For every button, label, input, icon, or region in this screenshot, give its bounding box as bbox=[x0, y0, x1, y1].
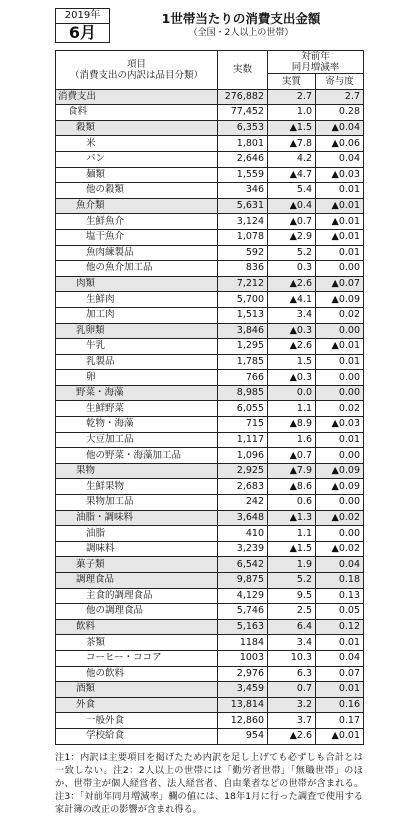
row-contribution: ▲0.02 bbox=[316, 541, 364, 557]
row-actual-value: 13,814 bbox=[218, 697, 268, 713]
row-contribution: ▲0.06 bbox=[316, 136, 364, 152]
row-contribution: 0.00 bbox=[316, 526, 364, 542]
table-row bbox=[56, 276, 364, 292]
row-contribution: 0.04 bbox=[316, 151, 364, 167]
row-real-change: ▲2.6 bbox=[268, 276, 316, 292]
row-item-name: 調理食品 bbox=[56, 573, 218, 589]
row-real-change: 3.4 bbox=[268, 635, 316, 651]
row-contribution: ▲0.07 bbox=[316, 276, 364, 292]
table-row bbox=[56, 604, 364, 620]
row-contribution: 0.02 bbox=[316, 401, 364, 417]
row-real-change: 1.0 bbox=[268, 105, 316, 121]
row-real-change: 1.9 bbox=[268, 557, 316, 573]
row-contribution: 0.28 bbox=[316, 105, 364, 121]
row-item-name: 乳卵類 bbox=[56, 323, 218, 339]
row-contribution: 0.00 bbox=[316, 495, 364, 511]
row-contribution: ▲0.03 bbox=[316, 167, 364, 183]
row-real-change: 2.5 bbox=[268, 604, 316, 620]
row-contribution: 0.00 bbox=[316, 448, 364, 464]
row-actual-value: 1,096 bbox=[218, 448, 268, 464]
table-row bbox=[56, 526, 364, 542]
row-item-name: 他の野菜・海藻加工品 bbox=[56, 448, 218, 464]
row-contribution: 0.01 bbox=[316, 682, 364, 698]
row-contribution: 0.13 bbox=[316, 588, 364, 604]
row-item-name: 食料 bbox=[56, 105, 218, 121]
row-contribution: 0.04 bbox=[316, 650, 364, 666]
row-real-change: ▲0.7 bbox=[268, 448, 316, 464]
period-box bbox=[55, 8, 110, 43]
table-row bbox=[56, 713, 364, 729]
row-actual-value: 5,163 bbox=[218, 619, 268, 635]
table-row bbox=[56, 635, 364, 651]
row-real-change: ▲8.6 bbox=[268, 479, 316, 495]
table-row bbox=[56, 619, 364, 635]
row-item-name: コーヒー・ココア bbox=[56, 650, 218, 666]
row-real-change: 0.7 bbox=[268, 682, 316, 698]
row-actual-value: 2,925 bbox=[218, 463, 268, 479]
row-item-name: 生鮮野菜 bbox=[56, 401, 218, 417]
row-contribution: ▲0.02 bbox=[316, 510, 364, 526]
row-item-name: 他の魚介加工品 bbox=[56, 261, 218, 277]
table-row bbox=[56, 697, 364, 713]
header-item-label: 項目 bbox=[126, 58, 146, 70]
row-contribution: 0.02 bbox=[316, 307, 364, 323]
row-item-name: 生鮮果物 bbox=[56, 479, 218, 495]
row-item-name: 酒類 bbox=[56, 682, 218, 698]
table-row bbox=[56, 682, 364, 698]
row-item-name: 大豆加工品 bbox=[56, 432, 218, 448]
table-row bbox=[56, 479, 364, 495]
row-item-name: 学校給食 bbox=[56, 728, 218, 744]
row-real-change: 1.5 bbox=[268, 354, 316, 370]
row-item-name: 他の調理食品 bbox=[56, 604, 218, 620]
table-row bbox=[56, 370, 364, 386]
row-actual-value: 1,117 bbox=[218, 432, 268, 448]
row-item-name: 穀類 bbox=[56, 120, 218, 136]
row-real-change: ▲2.6 bbox=[268, 339, 316, 355]
row-item-name: 加工肉 bbox=[56, 307, 218, 323]
row-item-name: 油脂 bbox=[56, 526, 218, 542]
row-actual-value: 2,646 bbox=[218, 151, 268, 167]
row-actual-value: 3,846 bbox=[218, 323, 268, 339]
table-row bbox=[56, 261, 364, 277]
table-row bbox=[56, 136, 364, 152]
row-item-name: 他の飲料 bbox=[56, 666, 218, 682]
row-real-change: ▲1.3 bbox=[268, 510, 316, 526]
row-contribution: 0.07 bbox=[316, 666, 364, 682]
table-row bbox=[56, 432, 364, 448]
table-row bbox=[56, 120, 364, 136]
table-row bbox=[56, 463, 364, 479]
row-actual-value: 77,452 bbox=[218, 105, 268, 121]
page-subtitle: （全国・2人以上の世帯） bbox=[188, 28, 294, 38]
row-actual-value: 2,976 bbox=[218, 666, 268, 682]
row-actual-value: 1,295 bbox=[218, 339, 268, 355]
table-row bbox=[56, 229, 364, 245]
row-item-name: 牛乳 bbox=[56, 339, 218, 355]
row-actual-value: 2,683 bbox=[218, 479, 268, 495]
row-actual-value: 346 bbox=[218, 183, 268, 199]
row-contribution: ▲0.01 bbox=[316, 229, 364, 245]
table-row bbox=[56, 292, 364, 308]
period-month: 6月 bbox=[56, 23, 109, 42]
row-real-change: 3.2 bbox=[268, 697, 316, 713]
table-row bbox=[56, 198, 364, 214]
row-real-change: 6.4 bbox=[268, 619, 316, 635]
row-actual-value: 6,353 bbox=[218, 120, 268, 136]
table-row bbox=[56, 557, 364, 573]
row-actual-value: 7,212 bbox=[218, 276, 268, 292]
page-title: 1世帯当たりの消費支出金額 bbox=[161, 11, 321, 26]
row-actual-value: 5,631 bbox=[218, 198, 268, 214]
period-year: 2019年 bbox=[64, 10, 101, 21]
table-body bbox=[56, 89, 364, 744]
row-item-name: 肉類 bbox=[56, 276, 218, 292]
row-actual-value: 12,860 bbox=[218, 713, 268, 729]
row-real-change: ▲4.7 bbox=[268, 167, 316, 183]
header-real: 実質 bbox=[268, 74, 316, 90]
row-actual-value: 715 bbox=[218, 417, 268, 433]
row-item-name: 生鮮肉 bbox=[56, 292, 218, 308]
row-real-change: ▲1.5 bbox=[268, 120, 316, 136]
row-real-change: ▲2.6 bbox=[268, 728, 316, 744]
row-actual-value: 1,078 bbox=[218, 229, 268, 245]
table-row bbox=[56, 401, 364, 417]
row-item-name: 飲料 bbox=[56, 619, 218, 635]
header-item bbox=[56, 51, 218, 90]
row-item-name: 乾物・海藻 bbox=[56, 417, 218, 433]
table-row bbox=[56, 666, 364, 682]
table-row bbox=[56, 167, 364, 183]
row-actual-value: 1003 bbox=[218, 650, 268, 666]
row-actual-value: 3,459 bbox=[218, 682, 268, 698]
row-contribution: ▲0.01 bbox=[316, 214, 364, 230]
table-row bbox=[56, 448, 364, 464]
row-actual-value: 3,648 bbox=[218, 510, 268, 526]
row-actual-value: 954 bbox=[218, 728, 268, 744]
row-real-change: 10.3 bbox=[268, 650, 316, 666]
table-row bbox=[56, 323, 364, 339]
row-contribution: 0.01 bbox=[316, 635, 364, 651]
row-contribution: 2.7 bbox=[316, 89, 364, 105]
row-contribution: ▲0.09 bbox=[316, 479, 364, 495]
table-row bbox=[56, 573, 364, 589]
row-real-change: ▲8.9 bbox=[268, 417, 316, 433]
row-contribution: ▲0.09 bbox=[316, 463, 364, 479]
row-contribution: 0.01 bbox=[316, 245, 364, 261]
row-item-name: パン bbox=[56, 151, 218, 167]
row-contribution: 0.17 bbox=[316, 713, 364, 729]
table-row bbox=[56, 89, 364, 105]
row-real-change: ▲7.9 bbox=[268, 463, 316, 479]
header-yoy: 対前年 同月増減率 bbox=[268, 51, 364, 74]
row-item-name: 魚肉練製品 bbox=[56, 245, 218, 261]
row-real-change: 1.1 bbox=[268, 401, 316, 417]
row-real-change: 0.6 bbox=[268, 495, 316, 511]
row-real-change: 4.2 bbox=[268, 151, 316, 167]
report-header bbox=[55, 8, 363, 50]
row-item-name: 米 bbox=[56, 136, 218, 152]
row-actual-value: 410 bbox=[218, 526, 268, 542]
row-item-name: 魚介類 bbox=[56, 198, 218, 214]
row-real-change: 5.4 bbox=[268, 183, 316, 199]
row-real-change: 1.1 bbox=[268, 526, 316, 542]
row-contribution: 0.01 bbox=[316, 183, 364, 199]
row-actual-value: 8,985 bbox=[218, 385, 268, 401]
table-row bbox=[56, 541, 364, 557]
row-contribution: ▲0.03 bbox=[316, 417, 364, 433]
row-real-change: ▲0.4 bbox=[268, 198, 316, 214]
header-contribution: 寄与度 bbox=[316, 74, 364, 90]
header-actual: 実数 bbox=[218, 51, 268, 90]
row-item-name: 野菜・海藻 bbox=[56, 385, 218, 401]
header-item-note: （消費支出の内訳は品目分類） bbox=[69, 69, 203, 81]
table-row bbox=[56, 339, 364, 355]
row-item-name: 麺類 bbox=[56, 167, 218, 183]
row-real-change: 9.5 bbox=[268, 588, 316, 604]
row-actual-value: 1,559 bbox=[218, 167, 268, 183]
table-row bbox=[56, 650, 364, 666]
table-row bbox=[56, 728, 364, 744]
row-contribution: 0.01 bbox=[316, 432, 364, 448]
row-actual-value: 276,882 bbox=[218, 89, 268, 105]
table-row bbox=[56, 307, 364, 323]
row-contribution: 0.16 bbox=[316, 697, 364, 713]
row-contribution: 0.12 bbox=[316, 619, 364, 635]
row-contribution: 0.04 bbox=[316, 557, 364, 573]
row-actual-value: 5,700 bbox=[218, 292, 268, 308]
row-real-change: 2.7 bbox=[268, 89, 316, 105]
spending-table bbox=[55, 50, 364, 745]
row-real-change: ▲0.7 bbox=[268, 214, 316, 230]
row-actual-value: 242 bbox=[218, 495, 268, 511]
row-actual-value: 1,785 bbox=[218, 354, 268, 370]
row-real-change: ▲7.8 bbox=[268, 136, 316, 152]
table-row bbox=[56, 385, 364, 401]
table-row bbox=[56, 105, 364, 121]
row-item-name: 菓子類 bbox=[56, 557, 218, 573]
row-contribution: ▲0.01 bbox=[316, 728, 364, 744]
table-row bbox=[56, 495, 364, 511]
row-item-name: 油脂・調味料 bbox=[56, 510, 218, 526]
row-real-change: 3.4 bbox=[268, 307, 316, 323]
row-item-name: 他の穀類 bbox=[56, 183, 218, 199]
row-real-change: 5.2 bbox=[268, 245, 316, 261]
row-actual-value: 4,129 bbox=[218, 588, 268, 604]
row-item-name: 調味料 bbox=[56, 541, 218, 557]
row-actual-value: 5,746 bbox=[218, 604, 268, 620]
row-actual-value: 1,513 bbox=[218, 307, 268, 323]
row-actual-value: 836 bbox=[218, 261, 268, 277]
row-contribution: ▲0.04 bbox=[316, 120, 364, 136]
row-real-change: ▲4.1 bbox=[268, 292, 316, 308]
table-row bbox=[56, 354, 364, 370]
row-item-name: 卵 bbox=[56, 370, 218, 386]
row-actual-value: 3,124 bbox=[218, 214, 268, 230]
row-contribution: 0.05 bbox=[316, 604, 364, 620]
table-row bbox=[56, 417, 364, 433]
row-real-change: 0.3 bbox=[268, 261, 316, 277]
row-real-change: 6.3 bbox=[268, 666, 316, 682]
table-row bbox=[56, 245, 364, 261]
table-row bbox=[56, 214, 364, 230]
row-item-name: 果物 bbox=[56, 463, 218, 479]
row-contribution: ▲0.01 bbox=[316, 198, 364, 214]
row-real-change: ▲2.9 bbox=[268, 229, 316, 245]
row-actual-value: 1,801 bbox=[218, 136, 268, 152]
row-actual-value: 1184 bbox=[218, 635, 268, 651]
row-actual-value: 6,542 bbox=[218, 557, 268, 573]
row-item-name: 消費支出 bbox=[56, 89, 218, 105]
row-actual-value: 766 bbox=[218, 370, 268, 386]
row-item-name: 主食的調理食品 bbox=[56, 588, 218, 604]
row-actual-value: 592 bbox=[218, 245, 268, 261]
row-actual-value: 3,239 bbox=[218, 541, 268, 557]
table-row bbox=[56, 151, 364, 167]
row-contribution: 0.00 bbox=[316, 323, 364, 339]
row-item-name: 乳製品 bbox=[56, 354, 218, 370]
row-item-name: 塩干魚介 bbox=[56, 229, 218, 245]
row-real-change: 0.0 bbox=[268, 385, 316, 401]
row-contribution: 0.00 bbox=[316, 370, 364, 386]
row-item-name: 生鮮魚介 bbox=[56, 214, 218, 230]
row-contribution: 0.18 bbox=[316, 573, 364, 589]
row-real-change: 3.7 bbox=[268, 713, 316, 729]
row-contribution: 0.00 bbox=[316, 261, 364, 277]
row-actual-value: 6,055 bbox=[218, 401, 268, 417]
row-real-change: ▲0.3 bbox=[268, 370, 316, 386]
row-item-name: 果物加工品 bbox=[56, 495, 218, 511]
row-contribution: ▲0.09 bbox=[316, 292, 364, 308]
row-real-change: 1.6 bbox=[268, 432, 316, 448]
row-contribution: ▲0.01 bbox=[316, 339, 364, 355]
footnote: 注1：内訳は主要項目を掲げたため内訳を足し上げても必ずしも合計とは一致しない。注2：2人以上の世帯には「勤労者世帯」「無職世帯」のほか、世帯主が個人経営者、法人経営者、自由業者などの世帯が含まれる。注3：「対前年同月増減率」欄の値には、18年1月に行った調査で使用する家計簿の改正の影響が含まれ得る。 bbox=[55, 751, 363, 815]
table-row bbox=[56, 588, 364, 604]
table-row bbox=[56, 510, 364, 526]
table-row bbox=[56, 183, 364, 199]
row-item-name: 外食 bbox=[56, 697, 218, 713]
row-real-change: ▲0.3 bbox=[268, 323, 316, 339]
row-item-name: 茶類 bbox=[56, 635, 218, 651]
row-real-change: ▲1.5 bbox=[268, 541, 316, 557]
row-item-name: 一般外食 bbox=[56, 713, 218, 729]
row-contribution: 0.01 bbox=[316, 354, 364, 370]
row-actual-value: 9,875 bbox=[218, 573, 268, 589]
row-real-change: 5.2 bbox=[268, 573, 316, 589]
row-contribution: 0.00 bbox=[316, 385, 364, 401]
